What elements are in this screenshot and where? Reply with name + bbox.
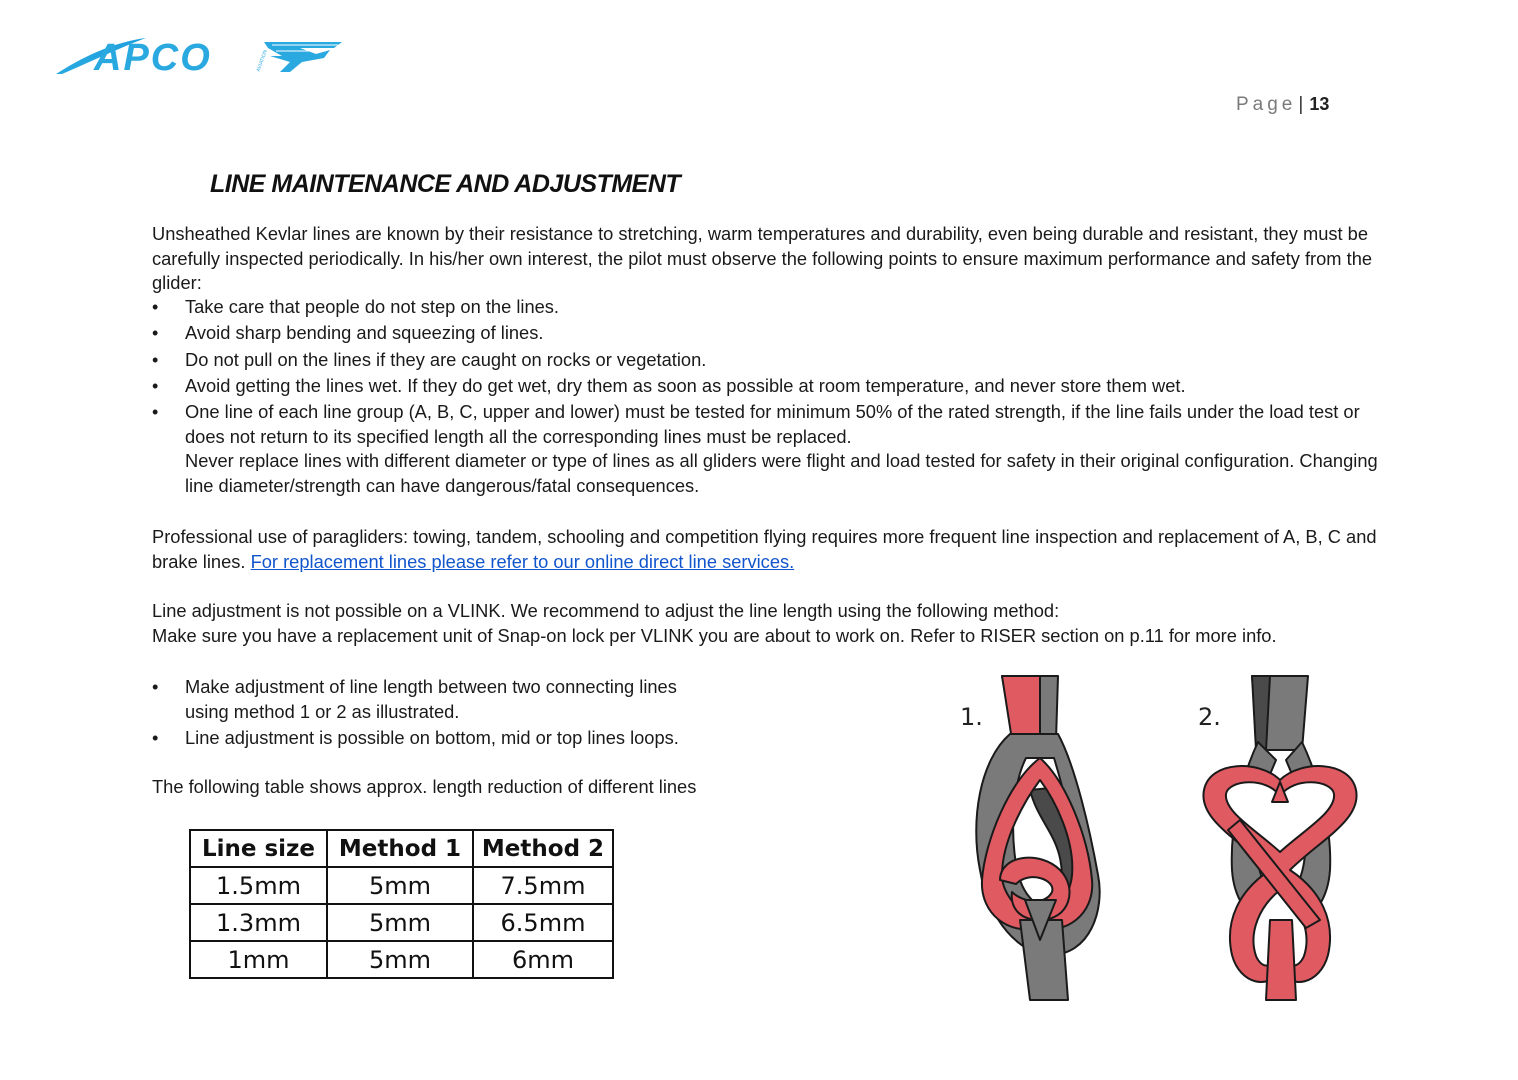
list-item-text: Do not pull on the lines if they are caught on rocks or vegetation. (185, 348, 707, 370)
page-label: Page (1236, 94, 1297, 115)
table-row (190, 867, 613, 904)
table-row (190, 904, 613, 941)
section-title: LINE MAINTENANCE AND ADJUSTMENT (210, 170, 681, 198)
list-item-text: Take care that people do not step on the lines. (185, 296, 560, 317)
list-item (152, 295, 1402, 320)
professional-paragraph (152, 525, 1402, 574)
adjustment-line-2: Make sure you have a replacement unit of Snap-on lock per VLINK you are about to work on. Refer to RISER section on p.11 for more info. (152, 625, 1277, 646)
list-item-text: One line of each line group (A, B, C, upper and lower) must be tested for minimum 50% of the rated strength, if the line fails under the load test or does not return to its specified length all the corresponding lines must be replaced. (185, 401, 1360, 447)
professional-text: Professional use of paragliders: towing, tandem, schooling and competition flying requires more frequent line inspection and replacement of A, B, C and brake lines. (152, 526, 1377, 572)
care-note: Never replace lines with different diameter or type of lines as all gliders were flight and load tested for safety in their original configuration. Changing line diameter/strength can have dangerous/fatal consequences. (185, 450, 1378, 496)
table-cell: 6mm (473, 941, 613, 978)
table-cell: 1.5mm (190, 867, 327, 904)
knot-method-1-label: 1. (960, 703, 983, 731)
list-item-text: Make adjustment of line length between two connecting lines using method 1 or 2 as illustrated. (185, 676, 677, 722)
knot-method-1-icon (976, 676, 1099, 1000)
list-item (152, 400, 1402, 498)
list-item (152, 348, 1402, 373)
list-item-text: Line adjustment is possible on bottom, mid or top lines loops. (185, 726, 679, 748)
list-item-text: Avoid sharp bending and squeezing of lines. (185, 322, 544, 344)
table-cell: 1.3mm (190, 904, 327, 941)
table-header-cell: Line size (190, 830, 327, 867)
knot-method-2-label: 2. (1198, 703, 1221, 731)
list-item-text: Avoid getting the lines wet. If they do get wet, dry them as soon as possible at room temperature, and never store them wet. (185, 374, 1186, 396)
logo-subtext: AVIATION (255, 49, 269, 73)
table-header-row (190, 830, 613, 867)
table-header-cell: Method 1 (327, 830, 473, 867)
table-cell: 5mm (327, 904, 473, 941)
list-item (152, 374, 1402, 399)
replacement-lines-link[interactable]: For replacement lines please refer to our online direct line services. (250, 550, 795, 572)
page-number-header (1236, 94, 1329, 116)
adjustment-line-1: Line adjustment is not possible on a VLINK. We recommend to adjust the line length using the following method: (152, 600, 1060, 621)
list-item (152, 675, 725, 724)
knot-illustration (940, 670, 1380, 1010)
intro-paragraph: Unsheathed Kevlar lines are known by their resistance to stretching, warm temperatures and durability, even being durable and resistant, they must be carefully inspected periodically. In his/her own interest, the pilot must observe the following points to ensure maximum performance and safety from the glider: (152, 223, 1373, 293)
list-item (152, 726, 752, 751)
table-cell: 7.5mm (473, 867, 613, 904)
list-item (152, 321, 1402, 346)
care-points-list (152, 295, 1402, 500)
table-cell: 5mm (327, 941, 473, 978)
table-cell: 5mm (327, 867, 473, 904)
table-cell: 1mm (190, 941, 327, 978)
apco-logo (54, 34, 344, 78)
knot-method-2-icon (1203, 676, 1356, 1000)
table-header-cell: Method 2 (473, 830, 613, 867)
table-row (190, 941, 613, 978)
table-intro: The following table shows approx. length reduction of different lines (152, 776, 697, 797)
page-number: 13 (1309, 94, 1330, 114)
page-separator: | (1298, 94, 1304, 115)
logo-text: APCO (94, 37, 212, 78)
line-length-table (189, 829, 614, 979)
table-cell: 6.5mm (473, 904, 613, 941)
adjustment-points-list (152, 675, 752, 752)
